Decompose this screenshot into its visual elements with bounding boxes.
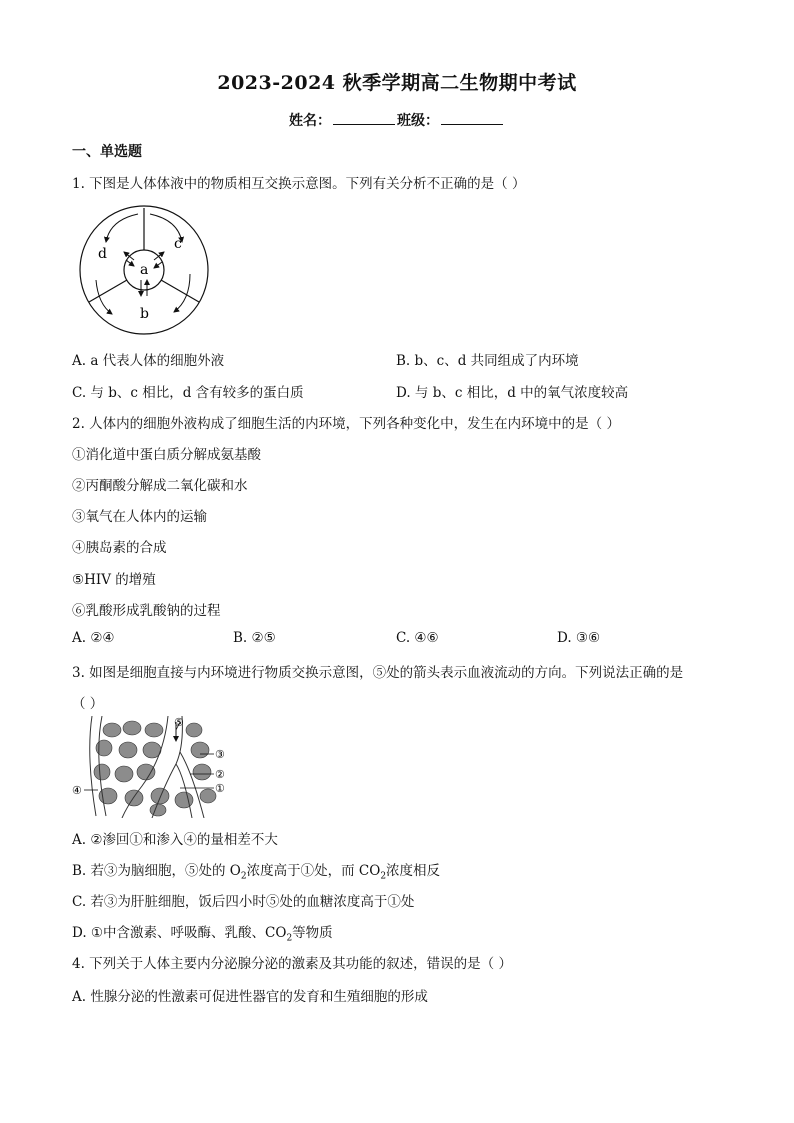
q1-option-b[interactable]: B. b、c、d 共同组成了内环境 (396, 353, 579, 369)
q3-option-a[interactable]: A. ②渗回①和渗入④的量相差不大 (72, 832, 278, 848)
q2-item-6: ⑥乳酸形成乳酸钠的过程 (72, 603, 221, 619)
q2-item-4: ④胰岛素的合成 (72, 540, 167, 556)
student-info-line (0, 110, 794, 130)
label-5: ⑤ (174, 716, 184, 729)
label-1: ① (215, 782, 225, 795)
section-title: 一、单选题 (72, 144, 142, 160)
label-a: a (140, 262, 149, 278)
q1-option-a[interactable]: A. a 代表人体的细胞外液 (72, 353, 225, 369)
q2-item-2: ②丙酮酸分解成二氧化碳和水 (72, 478, 248, 494)
fluid-exchange-diagram (78, 204, 210, 336)
name-blank[interactable] (333, 110, 395, 125)
label-2: ② (215, 768, 225, 781)
q2-option-b[interactable]: B. ②⑤ (233, 630, 276, 646)
class-blank[interactable] (441, 110, 503, 125)
q2-option-a[interactable]: A. ②④ (72, 630, 115, 646)
q2-option-c[interactable]: C. ④⑥ (396, 630, 439, 646)
class-label: 班级： (397, 113, 439, 129)
q3-option-b[interactable]: B. 若③为脑细胞，⑤处的 $O_2$浓度高于①处，而 $CO_2$浓度相反 (72, 863, 441, 882)
q3-option-c[interactable]: C. 若③为肝脏细胞，饭后四小时⑤处的血糖浓度高于①处 (72, 894, 415, 910)
exam-title: 2023-2024 秋季学期高二生物期中考试 (217, 72, 577, 94)
question-2-stem: 2. 人体内的细胞外液构成了细胞生活的内环境，下列各种变化中，发生在内环境中的是（ ） (72, 416, 620, 432)
q1-option-c[interactable]: C. 与 b、c 相比，d 含有较多的蛋白质 (72, 385, 304, 401)
label-3: ③ (215, 748, 225, 761)
q4-option-a[interactable]: A. 性腺分泌的性激素可促进性器官的发育和生殖细胞的形成 (72, 989, 428, 1005)
question-3-stem-cont: （ ） (72, 696, 104, 712)
q3-option-d[interactable]: D. ①中含激素、呼吸酶、乳酸、$CO_2$等物质 (72, 925, 333, 944)
question-1-stem: 1. 下图是人体体液中的物质相互交换示意图。下列有关分析不正确的是（ ） (72, 176, 526, 192)
q2-item-3: ③氧气在人体内的运输 (72, 509, 207, 525)
question-3-stem: 3. 如图是细胞直接与内环境进行物质交换示意图，⑤处的箭头表示血液流动的方向。下列说法正确的是 (72, 665, 684, 681)
name-label: 姓名： (289, 113, 331, 129)
q2-option-d[interactable]: D. ③⑥ (557, 630, 601, 646)
label-b: b (140, 306, 149, 322)
question-4-stem: 4. 下列关于人体主要内分泌腺分泌的激素及其功能的叙述，错误的是（ ） (72, 956, 512, 972)
tissue-cells (94, 721, 216, 816)
label-d: d (98, 246, 107, 262)
q1-option-d[interactable]: D. 与 b、c 相比，d 中的氧气浓度较高 (396, 385, 629, 401)
label-4: ④ (72, 784, 82, 797)
q2-item-5: ⑤HIV 的增殖 (72, 572, 156, 588)
label-c: c (174, 236, 182, 252)
q2-item-1: ①消化道中蛋白质分解成氨基酸 (72, 447, 261, 463)
cell-exchange-diagram (72, 716, 232, 818)
